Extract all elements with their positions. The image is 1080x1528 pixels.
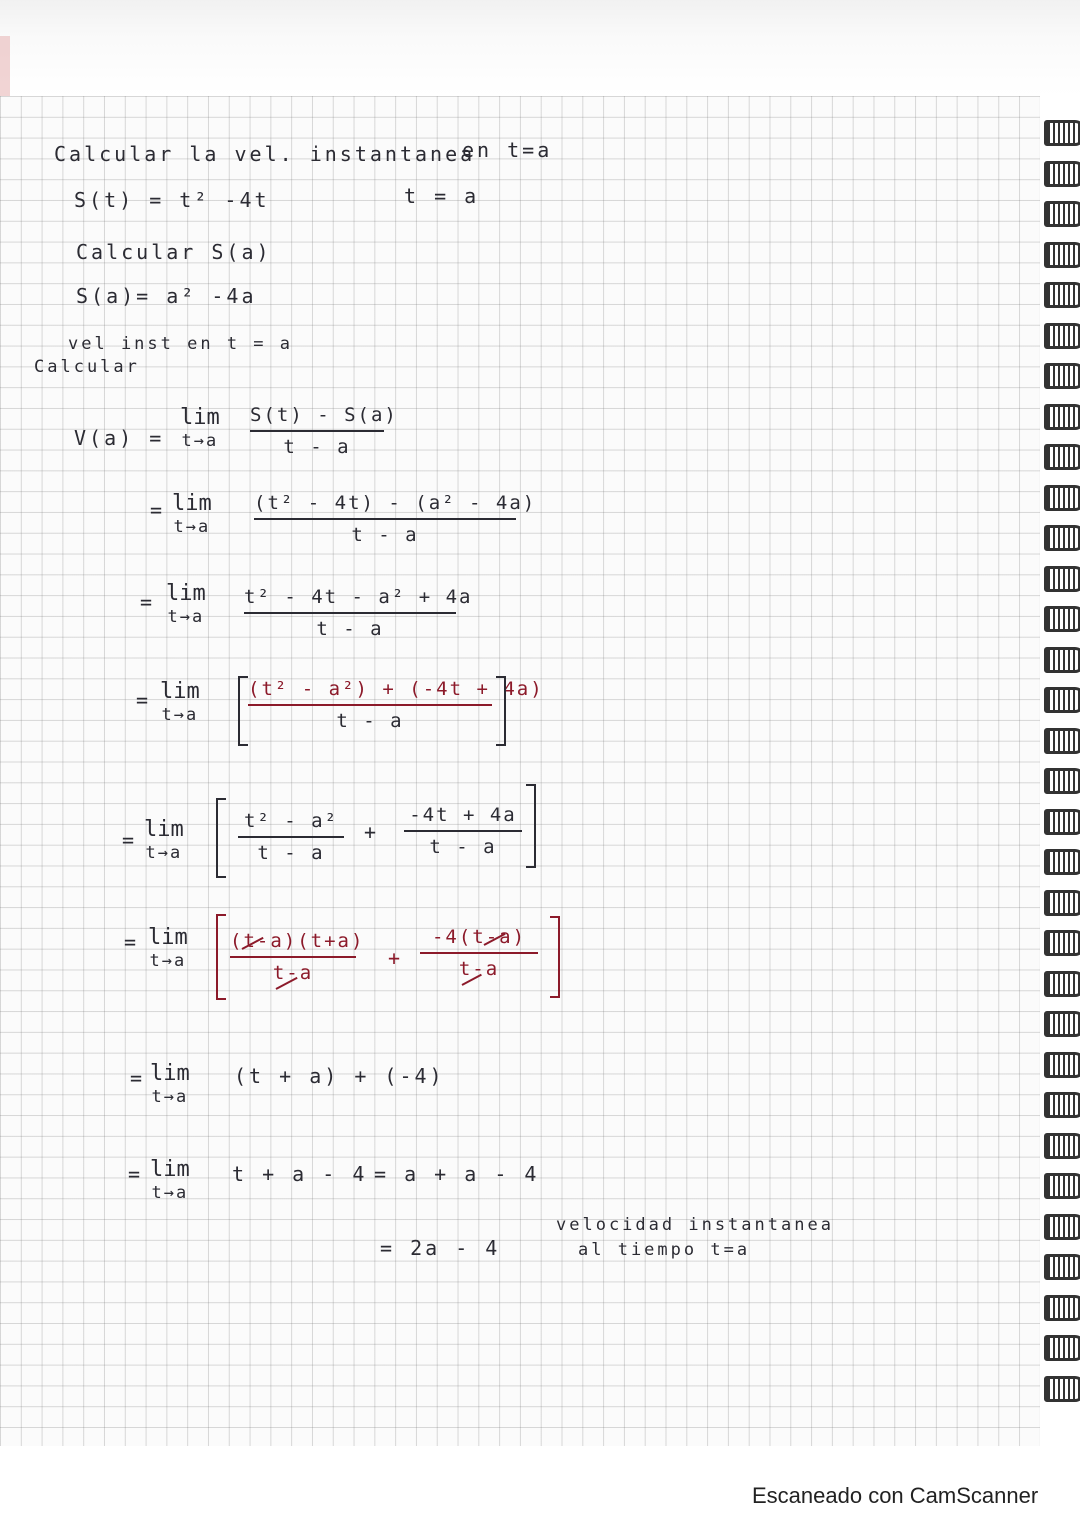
fraction-3 bbox=[244, 584, 473, 642]
fraction-5b-numerator: -4t + 4a bbox=[409, 804, 517, 826]
lim-subscript: t→a bbox=[145, 843, 183, 863]
fraction-5a bbox=[238, 808, 344, 866]
spiral-ring bbox=[1044, 525, 1080, 551]
right-bracket bbox=[496, 676, 506, 746]
lim-word: lim bbox=[150, 1061, 190, 1086]
plus-sign: + bbox=[364, 820, 380, 844]
spiral-ring bbox=[1044, 323, 1080, 349]
note-line-1: velocidad instantanea bbox=[556, 1215, 834, 1235]
fraction-4-numerator: (t² - a²) + (-4t + 4a) bbox=[248, 678, 544, 700]
left-bracket bbox=[216, 914, 226, 1000]
spiral-ring bbox=[1044, 1052, 1080, 1078]
fraction-6b-numerator: -4(t-a) bbox=[431, 926, 527, 948]
lim-subscript: t→a bbox=[167, 607, 205, 627]
lim-word: lim bbox=[150, 1157, 190, 1182]
limit-1 bbox=[180, 406, 220, 452]
fraction-bar bbox=[248, 704, 492, 706]
limit-4 bbox=[160, 680, 200, 726]
fraction-3-denominator: t - a bbox=[316, 618, 384, 640]
lim-subscript: t→a bbox=[149, 951, 187, 971]
spiral-ring bbox=[1044, 444, 1080, 470]
spiral-binding bbox=[1040, 120, 1080, 1420]
step-7-expression: (t + a) + (-4) bbox=[234, 1064, 445, 1088]
spiral-ring bbox=[1044, 1173, 1080, 1199]
spiral-ring bbox=[1044, 687, 1080, 713]
spiral-ring bbox=[1044, 485, 1080, 511]
spiral-ring bbox=[1044, 201, 1080, 227]
fraction-6a-numerator: (t-a)(t+a) bbox=[230, 930, 365, 952]
fraction-2 bbox=[254, 490, 537, 548]
lim-subscript: t→a bbox=[151, 1183, 189, 1203]
spiral-ring bbox=[1044, 1092, 1080, 1118]
lim-subscript: t→a bbox=[161, 705, 199, 725]
vel-inst-text: vel inst en t = a bbox=[68, 334, 293, 354]
equals-sign: = bbox=[150, 498, 166, 522]
title-at-text: en t=a bbox=[462, 138, 553, 162]
lim-word: lim bbox=[166, 581, 206, 606]
page-edge-mark bbox=[0, 36, 10, 96]
lim-subscript: t→a bbox=[173, 517, 211, 537]
spiral-ring bbox=[1044, 971, 1080, 997]
fraction-6a-denominator: t-a bbox=[272, 962, 314, 984]
spiral-ring bbox=[1044, 566, 1080, 592]
fraction-5b bbox=[404, 802, 522, 860]
spiral-ring bbox=[1044, 1011, 1080, 1037]
equals-sign: = bbox=[140, 590, 156, 614]
lim-word: lim bbox=[160, 679, 200, 704]
spiral-ring bbox=[1044, 647, 1080, 673]
fraction-2-denominator: t - a bbox=[351, 524, 419, 546]
fraction-bar bbox=[420, 952, 538, 954]
limit-5 bbox=[144, 818, 184, 864]
spiral-ring bbox=[1044, 809, 1080, 835]
equals-sign: = bbox=[136, 688, 152, 712]
fraction-bar bbox=[404, 830, 522, 832]
title-text: Calcular la vel. instantanea bbox=[54, 142, 476, 166]
lim-subscript: t→a bbox=[181, 431, 219, 451]
left-bracket bbox=[238, 676, 248, 746]
fraction-1 bbox=[250, 402, 398, 460]
spiral-ring bbox=[1044, 606, 1080, 632]
lim-word: lim bbox=[172, 491, 212, 516]
position-function: S(t) = t² -4t bbox=[74, 188, 270, 212]
fraction-1-denominator: t - a bbox=[283, 436, 351, 458]
equals-sign: = bbox=[124, 930, 140, 954]
spiral-ring bbox=[1044, 849, 1080, 875]
fraction-5b-denominator: t - a bbox=[429, 836, 497, 858]
spiral-ring bbox=[1044, 930, 1080, 956]
plus-sign: + bbox=[388, 946, 404, 970]
calcular-text: Calcular bbox=[34, 357, 140, 377]
fraction-bar bbox=[244, 612, 456, 614]
calc-sa-text: Calcular S(a) bbox=[76, 240, 272, 264]
right-bracket bbox=[550, 916, 560, 998]
fraction-3-numerator: t² - 4t - a² + 4a bbox=[244, 586, 473, 608]
equals-sign: = bbox=[130, 1066, 146, 1090]
equals-sign: = bbox=[122, 828, 138, 852]
left-bracket bbox=[216, 798, 226, 878]
sa-expression: S(a)= a² -4a bbox=[76, 284, 257, 308]
equals-sign: = bbox=[128, 1162, 144, 1186]
spiral-ring bbox=[1044, 1376, 1080, 1402]
limit-7 bbox=[150, 1062, 190, 1108]
step-8-result: = a + a - 4 bbox=[374, 1162, 540, 1186]
limit-6 bbox=[148, 926, 188, 972]
fraction-bar bbox=[254, 518, 516, 520]
lim-subscript: t→a bbox=[151, 1087, 189, 1107]
fraction-5a-denominator: t - a bbox=[257, 842, 325, 864]
spiral-ring bbox=[1044, 1133, 1080, 1159]
spiral-ring bbox=[1044, 363, 1080, 389]
scan-top-margin bbox=[0, 0, 1080, 96]
spiral-ring bbox=[1044, 728, 1080, 754]
spiral-ring bbox=[1044, 890, 1080, 916]
note-line-2: al tiempo t=a bbox=[578, 1240, 751, 1260]
fraction-bar bbox=[250, 430, 384, 432]
right-bracket bbox=[526, 784, 536, 868]
spiral-ring bbox=[1044, 1254, 1080, 1280]
fraction-4-denominator: t - a bbox=[336, 710, 404, 732]
fraction-bar bbox=[238, 836, 344, 838]
limit-3 bbox=[166, 582, 206, 628]
spiral-ring bbox=[1044, 1214, 1080, 1240]
final-result: = 2a - 4 bbox=[380, 1236, 501, 1260]
fraction-bar bbox=[230, 956, 356, 958]
fraction-6b-denominator: t-a bbox=[458, 958, 500, 980]
spiral-ring bbox=[1044, 120, 1080, 146]
limit-8 bbox=[150, 1158, 190, 1204]
lim-word: lim bbox=[180, 405, 220, 430]
spiral-ring bbox=[1044, 1335, 1080, 1361]
fraction-2-numerator: (t² - 4t) - (a² - 4a) bbox=[254, 492, 537, 514]
lim-word: lim bbox=[144, 817, 184, 842]
va-label: V(a) = bbox=[74, 426, 165, 450]
spiral-ring bbox=[1044, 404, 1080, 430]
fraction-5a-numerator: t² - a² bbox=[243, 810, 339, 832]
fraction-1-numerator: S(t) - S(a) bbox=[250, 404, 398, 426]
position-at: t = a bbox=[404, 184, 480, 208]
fraction-4 bbox=[248, 676, 544, 734]
scanner-watermark: Escaneado con CamScanner bbox=[752, 1483, 1039, 1508]
spiral-ring bbox=[1044, 282, 1080, 308]
lim-word: lim bbox=[148, 925, 188, 950]
spiral-ring bbox=[1044, 768, 1080, 794]
step-8-expression: t + a - 4 bbox=[232, 1162, 368, 1186]
spiral-ring bbox=[1044, 242, 1080, 268]
spiral-ring bbox=[1044, 161, 1080, 187]
spiral-ring bbox=[1044, 1295, 1080, 1321]
limit-2 bbox=[172, 492, 212, 538]
